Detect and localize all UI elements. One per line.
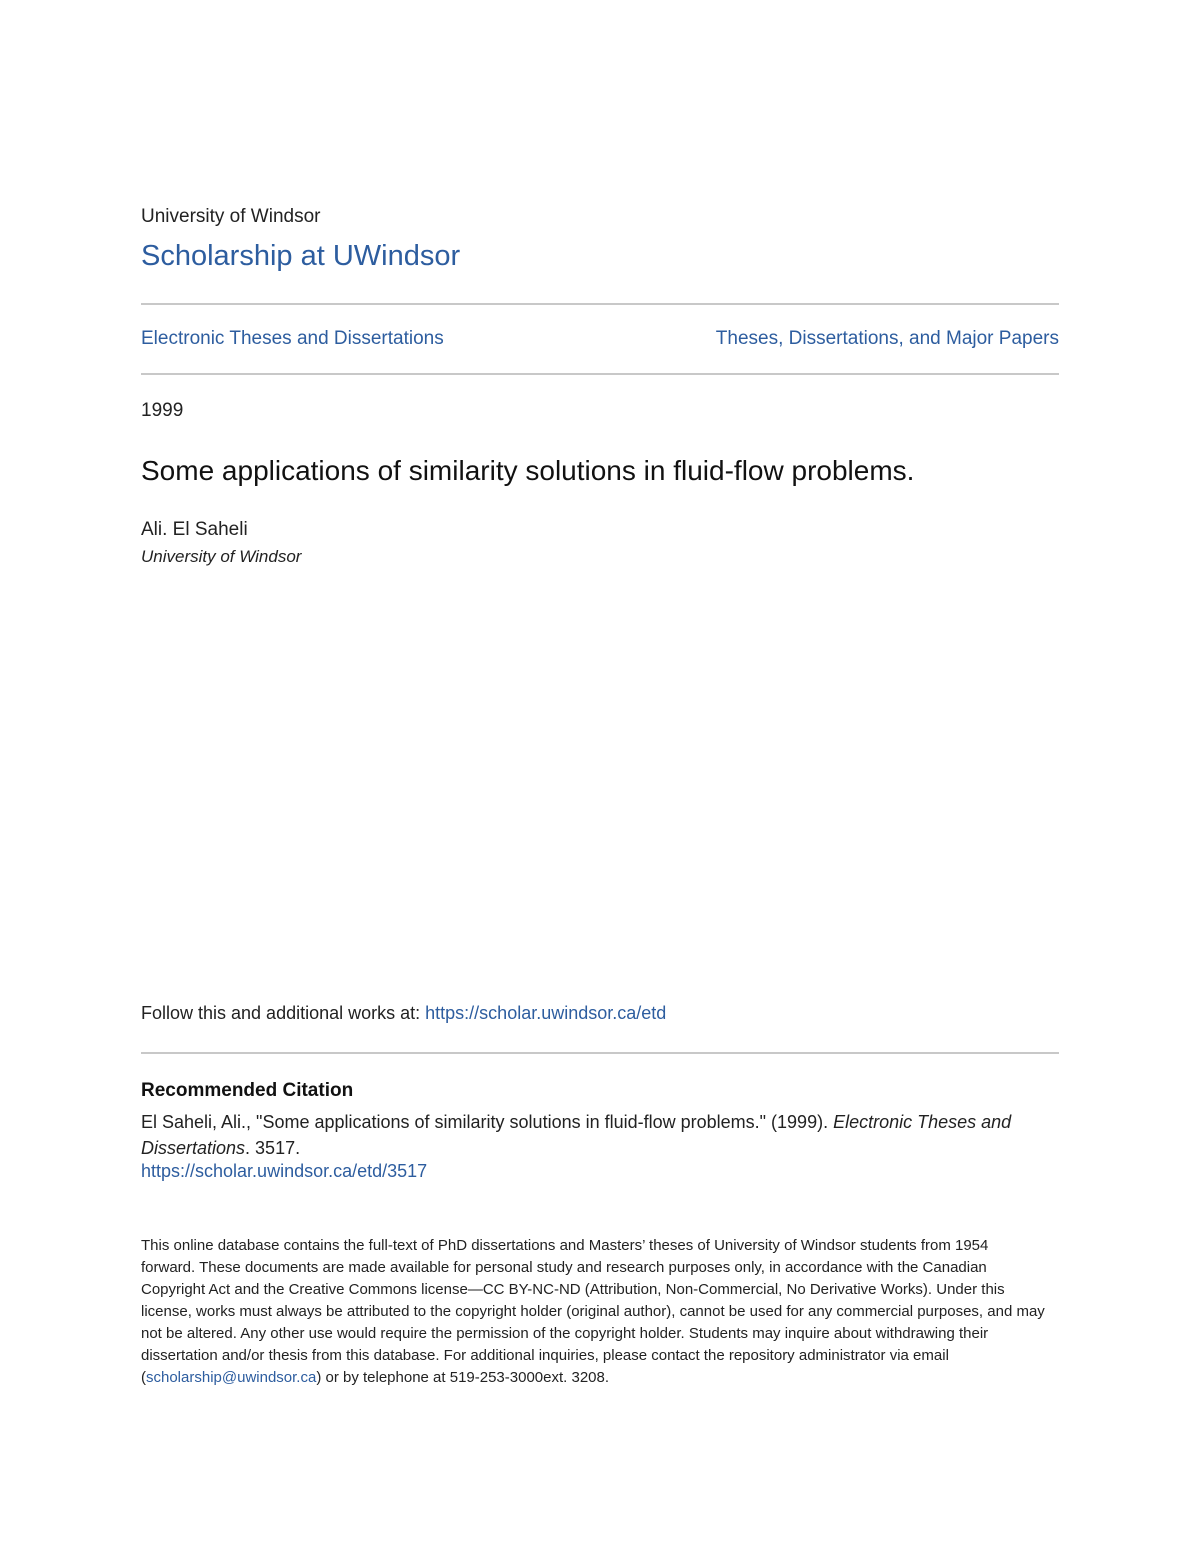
top-divider (141, 303, 1059, 305)
citation-main: El Saheli, Ali., "Some applications of similarity solutions in fluid-flow problems." (1999). (141, 1112, 834, 1132)
author-affiliation: University of Windsor (141, 547, 302, 566)
author-name: Ali. El Saheli (141, 519, 248, 540)
notice-text: This online database contains the full-text of PhD dissertations and Masters’ theses of University of Windsor students from 1954 forward. These documents are made available for personal study and research purposes only, in accordance with the Canadian Copyright Act and the Creative Commons license—CC BY-NC-ND (Attribution, Non-Commercial, No Derivative Works). Under this license, works must always be attributed to the copyright holder (original author), cannot be used for any commercial purposes, and may not be altered. Any other use would require the permission of the copyright holder. Students may inquire about withdrawing their dissertation and/or thesis from this database. For additional inquiries, please contact the repository administrator via email ( (141, 1237, 1045, 1386)
institution-name: University of Windsor (141, 206, 321, 227)
notice-text-end: ) or by telephone at 519-253-3000ext. 3208. (316, 1369, 610, 1386)
citation-link[interactable]: https://scholar.uwindsor.ca/etd/3517 (141, 1161, 428, 1181)
header-divider (141, 373, 1059, 375)
follow-line (141, 1003, 666, 1024)
publication-year: 1999 (141, 400, 184, 421)
follow-link[interactable]: https://scholar.uwindsor.ca/etd (425, 1003, 667, 1023)
citation-number: . 3517. (245, 1138, 301, 1158)
document-title: Some applications of similarity solutions in fluid-flow problems. (141, 455, 915, 486)
admin-email-link[interactable]: scholarship@uwindsor.ca (146, 1369, 317, 1386)
citation-series: Electronic Theses and Dissertations (141, 1112, 1012, 1158)
citation-heading: Recommended Citation (141, 1080, 354, 1101)
collection-link-theses-papers[interactable]: Theses, Dissertations, and Major Papers (715, 328, 1059, 349)
copyright-notice (141, 1235, 1046, 1389)
collection-link-etd[interactable]: Electronic Theses and Dissertations (141, 328, 444, 349)
follow-prefix: Follow this and additional works at: (141, 1003, 426, 1023)
footer-divider (141, 1052, 1059, 1054)
citation-text (141, 1109, 1059, 1161)
repository-name: Scholarship at UWindsor (141, 240, 461, 272)
